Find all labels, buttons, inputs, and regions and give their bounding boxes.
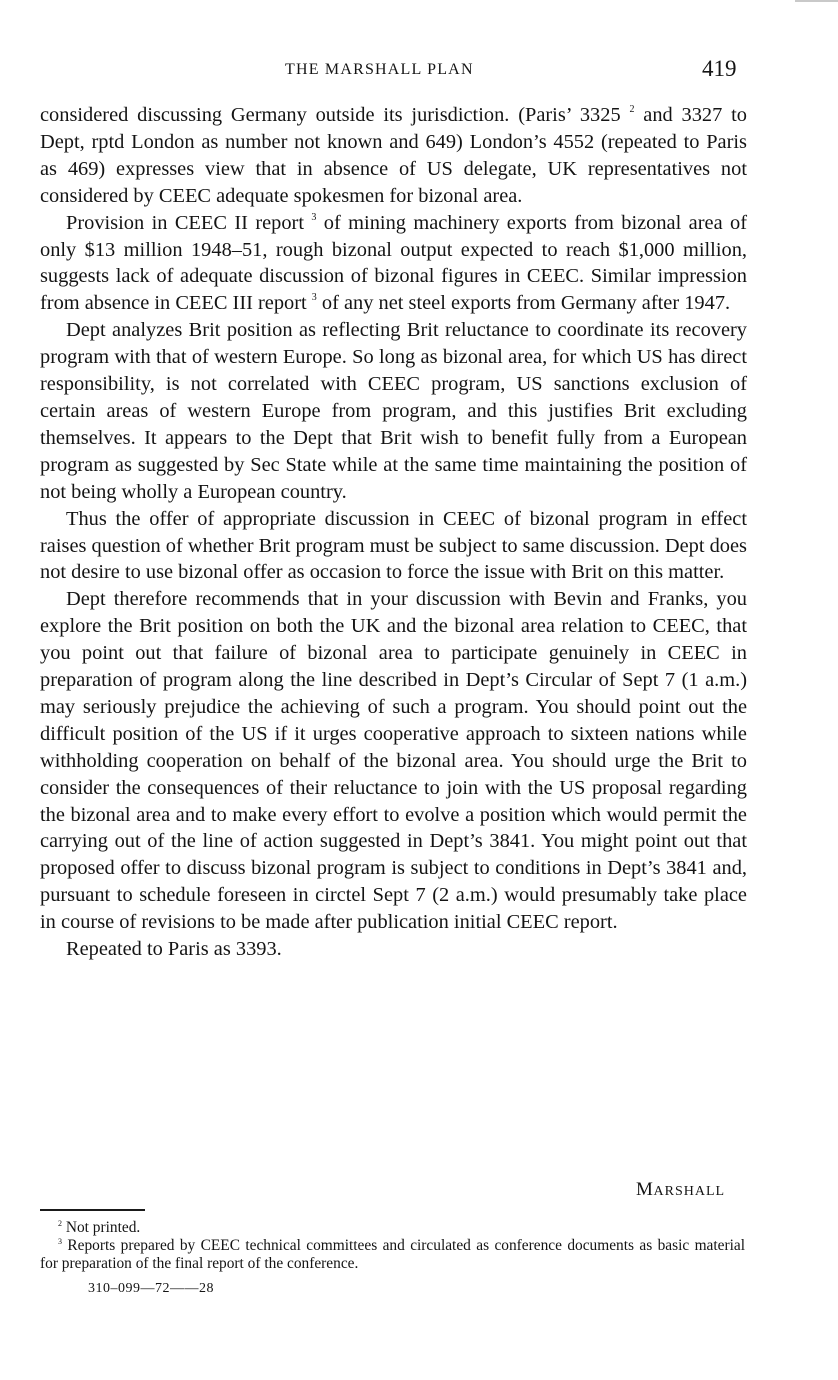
body-paragraph xyxy=(40,506,747,587)
page-number: 419 xyxy=(702,56,737,81)
footnote-reference: 3 xyxy=(311,292,317,304)
paragraph-text: and 3327 to Dept, rptd London as number not known and 649) London’s 4552 (repeated to Paris as 469) expresses view that in absence of US delegate, UK representatives not considered by CEEC adequate spokesmen for bizonal area. xyxy=(40,104,747,207)
signature xyxy=(636,1179,725,1201)
scan-edge-line xyxy=(795,0,838,2)
footnote-rule xyxy=(40,1209,145,1211)
body-paragraph xyxy=(40,936,747,963)
paragraph-text: considered discussing Germany outside its jurisdiction. (Paris’ 3325 xyxy=(40,104,630,126)
signature-small-caps: ARSHALL xyxy=(653,1184,726,1199)
footnotes xyxy=(40,1219,745,1273)
paragraph-text: Repeated to Paris as 3393. xyxy=(66,938,282,961)
paragraph-text: Thus the offer of appropriate discussion in CEEC of bizonal program in effect raises question of whether Brit program must be subject to same discussion. Dept does not desire to use bizonal offer as occasion to force the issue with Brit on this matter. xyxy=(40,507,747,584)
footnote-3 xyxy=(40,1237,745,1273)
footnote-reference: 3 xyxy=(311,211,317,223)
paragraph-text: Dept analyzes Brit position as reflecting Brit reluctance to coordinate its recovery program with that of western Europe. So long as bizonal area, for which US has direct responsibility, is not correlated with CEEC program, US sanctions exclusion of certain areas of western Europe from program, and this justifies Brit excluding themselves. It appears to the Dept that Brit wish to benefit fully from a European program as suggested by Sec State while at the same time maintaining the position of not being wholly a European country. xyxy=(40,319,747,503)
footnote-mark: 3 xyxy=(58,1237,62,1246)
paragraph-text: of any net steel exports from Germany after 1947. xyxy=(316,292,731,315)
body-paragraph xyxy=(40,210,747,318)
footnote-reference: 2 xyxy=(629,104,635,115)
body-paragraph xyxy=(40,586,747,936)
paragraph-text: Provision in CEEC II report xyxy=(66,211,312,234)
footnote-text: Reports prepared by CEEC technical committees and circulated as conference documents as basic material for preparation of the final report of the conference. xyxy=(40,1237,745,1272)
paragraph-text: of mining machinery exports from bizonal area of only $13 million 1948–51, rough bizonal output expected to reach $1,000 million, suggests lack of adequate discussion of bizonal figures in CEEC. Similar impression from absence in CEEC III report xyxy=(40,211,747,315)
footnote-mark: 2 xyxy=(58,1219,62,1228)
footnote-text: Not printed. xyxy=(65,1219,141,1236)
printer-code: 310–099—72——28 xyxy=(88,1281,214,1296)
paragraph-text: Dept therefore recommends that in your discussion with Bevin and Franks, you explore the Brit position on both the UK and the bizonal area relation to CEEC, that you point out that failure of bizonal area to participate genuinely in CEEC in preparation of program along the line described in Dept’s Circular of Sept 7 (1 a.m.) may seriously prejudice the achieving of such a program. You should point out the difficult position of the US if it urges cooperative approach to sixteen nations while withholding cooperation on behalf of the bizonal area. You should urge the Brit to consider the consequences of their reluctance to join with the US proposal regarding the bizonal area and to make every effort to evolve a position which would permit the carrying out of the line of action suggested in Dept’s 3841. You might point out that proposed offer to discuss bizonal program is subject to conditions in Dept’s 3841 and, pursuant to schedule foreseen in circtel Sept 7 (2 a.m.) would presumably take place in course of revisions to be made after publication initial CEEC report. xyxy=(40,588,747,934)
body-paragraph xyxy=(40,317,747,505)
body-paragraph xyxy=(40,102,747,210)
signature-initial: M xyxy=(636,1179,654,1200)
running-head: THE MARSHALL PLAN xyxy=(285,61,474,78)
footnote-2 xyxy=(40,1219,745,1237)
body-text xyxy=(40,102,747,963)
